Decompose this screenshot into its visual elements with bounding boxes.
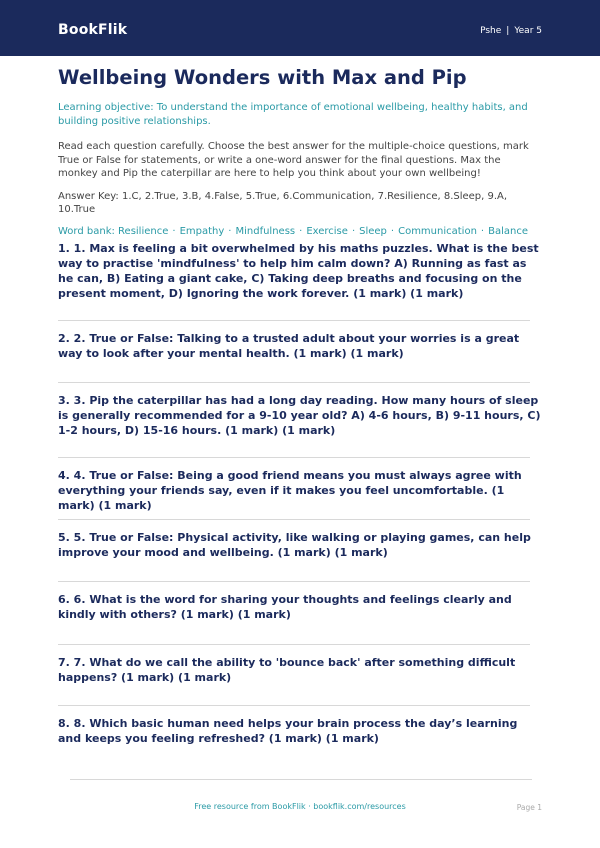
page-number: Page 1 — [516, 803, 542, 812]
question-5: 5. 5. True or False: Physical activity, like walking or playing games, can help improve your mood and wellbeing. (1 mark) (1 mark) — [58, 531, 531, 559]
word-bank-separator: · — [351, 225, 356, 237]
word-bank-separator: · — [480, 225, 485, 237]
header-bar — [0, 0, 600, 56]
word-bank-separator: · — [172, 225, 176, 237]
question-4: 4. 4. True or False: Being a good friend means you must always agree with everything your friends say, even if it makes you feel uncomfortable. (1 mark) (1 mark) — [58, 469, 522, 512]
year-label: Year 5 — [514, 26, 542, 36]
question-8: 8. 8. Which basic human need helps your brain process the day’s learning and keeps you feeling refreshed? (1 mark) (1 mark) — [58, 717, 518, 745]
subject-label: Pshe — [480, 26, 502, 36]
question-3: 3. 3. Pip the caterpillar has had a long day reading. How many hours of sleep is generally recommended for a 9-10 year old? A) 4-6 hours, B) 9-11 hours, C) 1-2 hours, D) 15-16 hours. (1 mark) (1 mark) — [58, 394, 541, 437]
word-bank — [58, 225, 542, 238]
word-bank-separator: · — [228, 225, 232, 237]
word-bank-item: Communication — [398, 225, 477, 237]
footer-credit[interactable]: Free resource from BookFlik · bookflik.com/resources — [194, 802, 406, 811]
answer-line — [58, 320, 530, 321]
answer-line — [58, 705, 530, 706]
word-bank-separator: · — [299, 225, 303, 237]
separator: | — [506, 26, 510, 36]
word-bank-item: Balance — [488, 225, 528, 237]
word-bank-item: Resilience — [118, 225, 169, 237]
brand-logo[interactable]: BookFlik — [58, 22, 128, 38]
word-bank-items — [118, 226, 528, 237]
answer-line — [58, 457, 530, 458]
page-title: Wellbeing Wonders with Max and Pip — [58, 66, 467, 89]
question-7: 7. 7. What do we call the ability to 'bounce back' after something difficult happens? (1 mark) (1 mark) — [58, 656, 516, 684]
worksheet-content — [58, 66, 542, 238]
word-bank-separator: · — [390, 225, 395, 237]
word-bank-item: Sleep — [359, 225, 387, 237]
word-bank-label: Word bank: — [58, 225, 115, 237]
question-6: 6. 6. What is the word for sharing your thoughts and feelings clearly and kindly with others? (1 mark) (1 mark) — [58, 593, 512, 621]
answer-line — [58, 382, 530, 383]
footer-divider — [70, 779, 532, 780]
answer-line — [58, 519, 530, 520]
answer-line — [58, 644, 530, 645]
word-bank-item: Empathy — [179, 225, 225, 237]
answer-line — [58, 581, 530, 582]
learning-objective: Learning objective: To understand the importance of emotional wellbeing, healthy habits, and building positive relationships. — [58, 102, 528, 127]
answer-key: Answer Key: 1.C, 2.True, 3.B, 4.False, 5.True, 6.Communication, 7.Resilience, 8.Sleep, 9.A, 10.True — [58, 190, 508, 215]
word-bank-item: Mindfulness — [235, 225, 296, 237]
instructions: Read each question carefully. Choose the best answer for the multiple-choice questions, mark True or False for statements, or write a one-word answer for the final questions. Max the monkey and Pip the caterpillar are here to help you think about your own wellbeing! — [58, 141, 529, 179]
word-bank-item: Exercise — [306, 225, 348, 237]
question-2: 2. 2. True or False: Talking to a trusted adult about your worries is a great way to look after your mental health. (1 mark) (1 mark) — [58, 332, 520, 360]
subject-year-label — [480, 26, 542, 36]
question-1: 1. 1. Max is feeling a bit overwhelmed by his maths puzzles. What is the best way to practise 'mindfulness' to help him calm down? A) Running as fast as he can, B) Eating a giant cake, C) Taking deep breaths and focusing on the present moment, D) Ignoring the work forever. (1 mark) (1 mark) — [58, 242, 539, 300]
